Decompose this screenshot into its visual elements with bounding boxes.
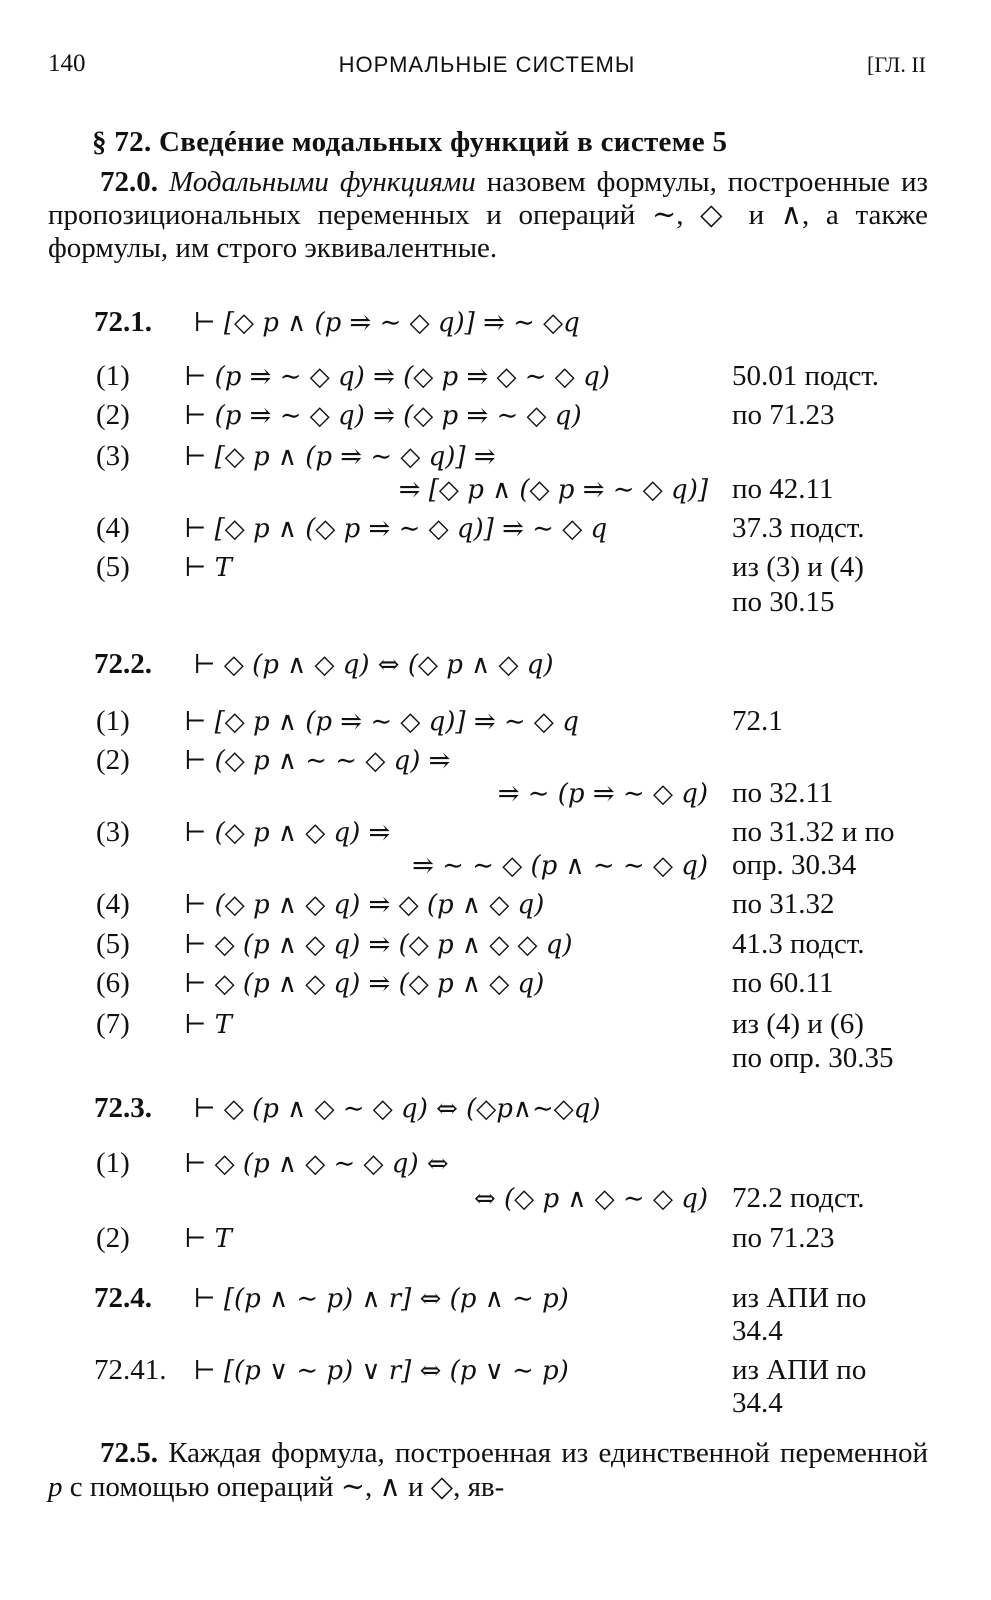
step-justification: 72.1 <box>732 705 783 737</box>
step-justification: 50.01 подст. <box>732 360 880 392</box>
chapter-label: [ГЛ. II <box>867 52 926 77</box>
theorem-formula: ⊢ [(p ∨ ∼ p) ∨ r] ⇔ (p ∨ ∼ p) <box>193 1356 569 1386</box>
step-number: (3) <box>96 440 130 472</box>
paragraph-number: 72.5. <box>100 1437 158 1469</box>
step-justification-continued: по опр. 30.35 <box>732 1042 894 1074</box>
step-formula: ⊢ [◇ p ∧ (p ⥤ ∼ ◇ q)] ⥤ <box>184 442 496 472</box>
step-justification: по 32.11 <box>732 777 834 809</box>
theorem-72-41 <box>94 1354 569 1387</box>
theorem-72-3 <box>94 1092 601 1125</box>
proof-step <box>96 744 926 780</box>
theorem-72-5-paragraph <box>48 1436 928 1504</box>
paragraph-text: назовем формулы, построенные из пропозициональных переменных и операций ∼, ◇ и ∧, а также формулы, им строго эквивалентные. <box>48 166 929 264</box>
step-justification: 37.3 подст. <box>732 512 865 544</box>
proof-step <box>96 928 926 964</box>
proof-step <box>96 1008 926 1044</box>
theorem-72-2 <box>94 648 554 681</box>
variable: p <box>48 1471 63 1503</box>
proof-step-continuation <box>96 849 926 885</box>
theorem-72-1 <box>94 306 580 339</box>
step-number: (5) <box>96 928 130 960</box>
step-number: (1) <box>96 1147 130 1179</box>
theorem-formula: ⊢ ◇ (p ∧ ◇ ∼ ◇ q) ⇔ (◇p∧∼◇q) <box>193 1094 601 1124</box>
proof-step <box>96 967 926 1003</box>
step-formula: ⊢ T <box>184 1010 232 1040</box>
step-formula-continued: ⥤ ∼ (p ⥤ ∼ ◇ q) <box>497 779 708 809</box>
step-formula: ⊢ (p ⥤ ∼ ◇ q) ⥤ (◇ p ⥤ ∼ ◇ q) <box>184 401 582 431</box>
step-justification: по 31.32 <box>732 888 835 920</box>
step-formula-continued: ⥤ ∼ ∼ ◇ (p ∧ ∼ ∼ ◇ q) <box>412 851 708 881</box>
theorem-number: 72.4. <box>94 1282 152 1314</box>
justification-line: из АПИ по <box>732 1282 867 1314</box>
proof-step <box>96 888 926 924</box>
step-justification: по 71.23 <box>732 399 835 431</box>
justification-line: 34.4 <box>732 1387 783 1419</box>
proof-step <box>96 551 926 587</box>
step-number: (2) <box>96 399 130 431</box>
step-formula: ⊢ (◇ p ∧ ◇ q) ⥤ ◇ (p ∧ ◇ q) <box>184 890 545 920</box>
theorem-number: 72.2. <box>94 648 152 680</box>
page-number: 140 <box>48 50 86 77</box>
step-number: (2) <box>96 744 130 776</box>
theorem-justification <box>732 1282 926 1348</box>
paragraph-number: 72.0. <box>100 166 158 198</box>
step-justification-continued: опр. 30.34 <box>732 849 857 881</box>
proof-step <box>96 1222 926 1258</box>
step-justification: 41.3 подст. <box>732 928 865 960</box>
proof-step <box>96 399 926 435</box>
proof-step <box>96 512 926 548</box>
step-formula: ⊢ ◇ (p ∧ ◇ q) ⥤ (◇ p ∧ ◇ ◇ q) <box>184 930 573 960</box>
step-number: (1) <box>96 705 130 737</box>
proof-step <box>96 360 926 396</box>
step-formula-continued: ⇔ (◇ p ∧ ◇ ∼ ◇ q) <box>473 1184 708 1214</box>
theorem-72-4 <box>94 1282 569 1315</box>
step-justification: по 71.23 <box>732 1222 835 1254</box>
step-formula: ⊢ ◇ (p ∧ ◇ q) ⥤ (◇ p ∧ ◇ q) <box>184 969 545 999</box>
step-formula: ⊢ T <box>184 553 232 583</box>
step-number: (4) <box>96 888 130 920</box>
step-formula: ⊢ [◇ p ∧ (p ⥤ ∼ ◇ q)] ⥤ ∼ ◇ q <box>184 707 579 737</box>
proof-step <box>96 705 926 741</box>
step-number: (1) <box>96 360 130 392</box>
step-formula: ⊢ (◇ p ∧ ∼ ∼ ◇ q) ⥤ <box>184 746 451 776</box>
proof-step <box>96 440 926 476</box>
step-formula: ⊢ ◇ (p ∧ ◇ ∼ ◇ q) ⇔ <box>184 1149 449 1179</box>
step-justification: по 42.11 <box>732 473 834 505</box>
theorem-formula: ⊢ [(p ∧ ∼ p) ∧ r] ⇔ (p ∧ ∼ p) <box>193 1284 569 1314</box>
proof-step-continuation <box>96 777 926 813</box>
step-formula-continued: ⥤ [◇ p ∧ (◇ p ⥤ ∼ ◇ q)] <box>398 475 708 505</box>
paragraph-text: с помощью операций ∼, ∧ и ◇, яв- <box>62 1471 505 1503</box>
proof-step-continuation <box>96 473 926 509</box>
step-formula: ⊢ [◇ p ∧ (◇ p ⥤ ∼ ◇ q)] ⥤ ∼ ◇ q <box>184 514 608 544</box>
proof-step <box>96 816 926 852</box>
paragraph-text: Каждая формула, построенная из единственной переменной <box>158 1437 928 1469</box>
justification-line: 34.4 <box>732 1315 783 1347</box>
theorem-formula: ⊢ ◇ (p ∧ ◇ q) ⇔ (◇ p ∧ ◇ q) <box>193 650 554 680</box>
running-title: НОРМАЛЬНЫЕ СИСТЕМЫ <box>338 52 636 77</box>
step-number: (3) <box>96 816 130 848</box>
step-justification: по 60.11 <box>732 967 834 999</box>
section-title: § 72. Сведéние модальных функций в системе 5 <box>92 126 728 158</box>
definition-paragraph <box>48 166 928 265</box>
page-header <box>48 50 926 90</box>
step-formula: ⊢ T <box>184 1224 232 1254</box>
theorem-formula: ⊢ [◇ p ∧ (p ⥤ ∼ ◇ q)] ⥤ ∼ ◇q <box>193 308 580 338</box>
defined-term: Модальными функциями <box>168 166 476 198</box>
step-justification: из (4) и (6) <box>732 1008 864 1040</box>
step-number: (7) <box>96 1008 130 1040</box>
proof-step <box>96 1147 926 1183</box>
step-justification: 72.2 подст. <box>732 1182 865 1214</box>
step-number: (2) <box>96 1222 130 1254</box>
proof-step-continuation <box>96 1182 926 1218</box>
step-number: (6) <box>96 967 130 999</box>
theorem-number: 72.1. <box>94 306 152 338</box>
step-justification: по 31.32 и по <box>732 816 895 848</box>
step-number: (4) <box>96 512 130 544</box>
step-formula: ⊢ (◇ p ∧ ◇ q) ⥤ <box>184 818 391 848</box>
theorem-justification <box>732 1354 926 1420</box>
justification-line: из АПИ по <box>732 1354 867 1386</box>
theorem-number: 72.41. <box>94 1354 167 1386</box>
step-formula: ⊢ (p ⥤ ∼ ◇ q) ⥤ (◇ p ⥤ ◇ ∼ ◇ q) <box>184 362 610 392</box>
step-number: (5) <box>96 551 130 583</box>
step-justification-continued: по 30.15 <box>732 586 835 618</box>
theorem-number: 72.3. <box>94 1092 152 1124</box>
step-justification: из (3) и (4) <box>732 551 864 583</box>
